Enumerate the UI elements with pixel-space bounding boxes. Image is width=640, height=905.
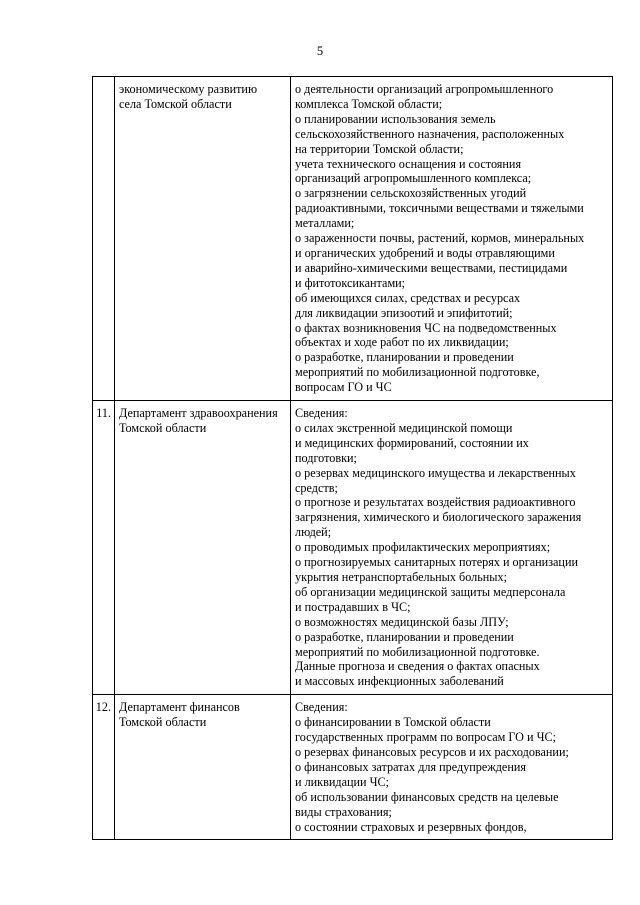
table-row: [93, 695, 613, 840]
organization-line: села Томской области: [119, 96, 232, 111]
info-line: о возможностях медицинской базы ЛПУ;: [295, 614, 509, 629]
info-line: о проводимых профилактических мероприятиях;: [295, 540, 551, 555]
info-line: об организации медицинской защиты медперсонала: [295, 584, 566, 599]
info-line: о загрязнении сельскохозяйственных угодий: [295, 186, 527, 201]
info-line: о финансировании в Томской области: [295, 715, 491, 730]
info-line: радиоактивными, токсичными веществами и тяжелыми: [295, 201, 584, 216]
info-line: мероприятий по мобилизационной подготовке,: [295, 365, 540, 380]
row-number: 12.: [93, 695, 115, 840]
info-line: о финансовых затратах для предупреждения: [295, 759, 526, 774]
organization-cell: [115, 77, 291, 401]
info-cell: [291, 77, 613, 401]
info-line: о прогнозе и результатах воздействия радиоактивного: [295, 495, 576, 510]
info-line: и аварийно-химическими веществами, пестицидами: [295, 260, 568, 275]
organization-line: Томской области: [119, 715, 207, 730]
info-line: о зараженности почвы, растений, кормов, минеральных: [295, 231, 585, 246]
info-line: Данные прогноза и сведения о фактах опасных: [295, 659, 540, 674]
info-line: о деятельности организаций агропромышленного: [295, 82, 554, 96]
page-number: 5: [316, 44, 324, 58]
organization-cell: [115, 695, 291, 840]
info-line: об имеющихся силах, средствах и ресурсах: [295, 290, 521, 305]
table-row: [93, 401, 613, 695]
info-line: и пострадавших в ЧС;: [295, 599, 411, 614]
info-line: об использовании финансовых средств на целевые: [295, 789, 559, 804]
info-line: укрытия нетранспортабельных больных;: [295, 570, 507, 584]
info-line: комплекса Томской области;: [295, 96, 443, 111]
row-number: 11.: [93, 401, 115, 695]
info-line: о резервах медицинского имущества и лекарственных: [295, 465, 576, 480]
info-line: о силах экстренной медицинской помощи: [295, 420, 513, 435]
info-line: подготовки;: [295, 450, 357, 465]
info-line: о разработке, планировании и проведении: [295, 629, 514, 644]
info-line: и ликвидации ЧС;: [295, 774, 390, 789]
info-line: о прогнозируемых санитарных потерях и организации: [295, 555, 578, 570]
info-line: виды страхования;: [295, 804, 392, 819]
info-line: о разработке, планировании и проведении: [295, 350, 514, 365]
organization-line: экономическому развитию: [119, 82, 258, 96]
data-table: [92, 76, 613, 840]
info-line: о состоянии страховых и резервных фондов,: [295, 819, 527, 834]
info-line: Сведения:: [295, 700, 348, 715]
info-line: для ликвидации эпизоотий и эпифитотий;: [295, 305, 513, 320]
table-body: [93, 77, 613, 840]
info-line: загрязнения, химического и биологического заражения: [295, 510, 582, 525]
info-line: средств;: [295, 480, 338, 495]
info-line: вопросам ГО и ЧС: [295, 380, 392, 395]
info-line: учета технического оснащения и состояния: [295, 156, 522, 171]
table-row: [93, 77, 613, 401]
info-line: объектах и ходе работ по их ликвидации;: [295, 335, 509, 350]
organization-line: Томской области: [119, 420, 207, 435]
info-line: о фактах возникновения ЧС на подведомственных: [295, 320, 557, 335]
info-line: и медицинских формирований, состоянии их: [295, 435, 529, 450]
info-line: Сведения:: [295, 406, 348, 421]
row-number: [93, 77, 115, 401]
info-line: на территории Томской области;: [295, 141, 464, 156]
organization-line: Департамент финансов: [119, 700, 240, 715]
info-line: государственных программ по вопросам ГО и ЧС;: [295, 730, 557, 745]
info-line: и фитотоксикантами;: [295, 275, 406, 290]
organization-cell: [115, 401, 291, 695]
info-cell: [291, 695, 613, 840]
info-line: о планировании использования земель: [295, 111, 496, 126]
info-line: металлами;: [295, 216, 355, 231]
info-line: сельскохозяйственного назначения, расположенных: [295, 126, 565, 141]
info-line: и массовых инфекционных заболеваний: [295, 674, 504, 689]
info-line: и органических удобрений и воды отравляющими: [295, 245, 555, 260]
info-line: мероприятий по мобилизационной подготовке.: [295, 644, 540, 659]
info-line: организаций агропромышленного комплекса;: [295, 171, 532, 186]
organization-line: Департамент здравоохранения: [119, 406, 278, 421]
info-line: о резервах финансовых ресурсов и их расходовании;: [295, 744, 569, 759]
info-cell: [291, 401, 613, 695]
info-line: людей;: [295, 525, 332, 540]
